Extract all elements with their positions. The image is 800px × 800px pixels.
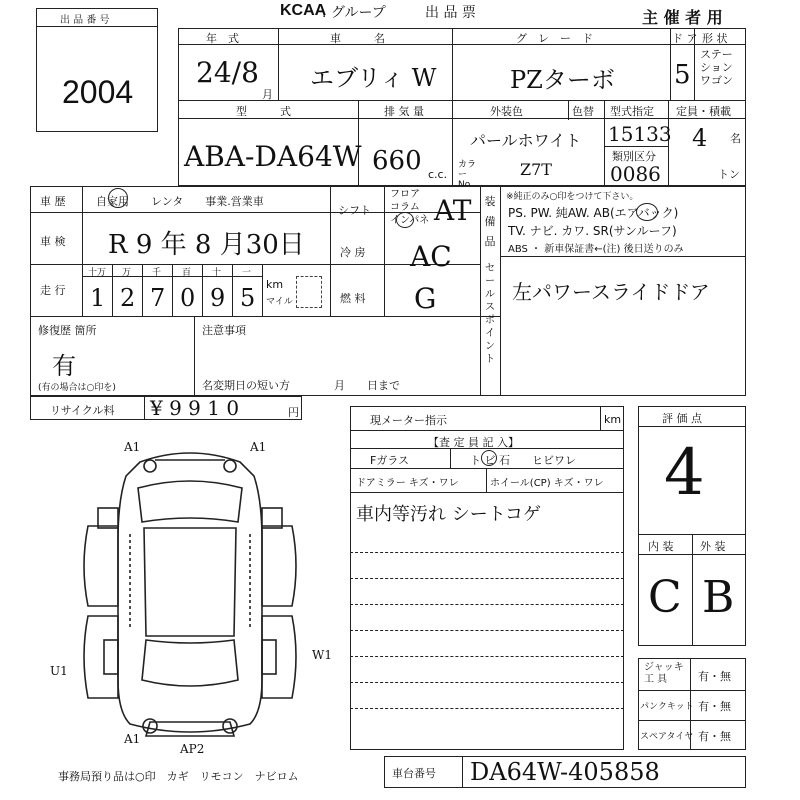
fuel-value: G (414, 282, 437, 315)
shift-label: シフト (338, 204, 371, 217)
name-value: エブリィ W (310, 64, 437, 92)
jack-choice: 有・無 (698, 670, 731, 683)
color-value: パールホワイト (470, 131, 582, 150)
history-label: 車 歴 (40, 195, 66, 208)
diagram-mark-ap2: AP2 (180, 742, 205, 756)
name-label: 車 名 (330, 32, 385, 45)
meter-unit: km (604, 413, 622, 426)
mile-checkbox (296, 276, 322, 308)
recycle-value: ¥ 9 9 1 0 (150, 396, 240, 420)
equipment-note: ※純正のみ○印をつけて下さい。 (506, 192, 639, 202)
diagram-mark-a1-front-left: A1 (124, 440, 141, 454)
model-value: ABA-DA64W (184, 140, 362, 173)
km-unit: km (266, 278, 284, 291)
deadline-label: 名変期日の短い方 月 日まで (202, 379, 400, 392)
cc-unit: c.c. (428, 168, 448, 181)
year-value: 24/8 (196, 56, 259, 89)
repair-label: 修復歴 箇所 (38, 324, 97, 337)
digit-header-1: 十万 (88, 268, 107, 278)
puncture-choice: 有・無 (698, 700, 731, 713)
mile-unit: マイル (266, 297, 293, 307)
inspection-value: R 9 年 8 月30日 (108, 230, 305, 260)
shift-options: フロア コラム インパネ (390, 189, 430, 226)
capacity-unit: 名 (730, 132, 741, 145)
model-label: 型 式 (236, 105, 291, 118)
digit-header-6: 一 (242, 268, 252, 278)
wheel-label: ホイール(CP) キズ・ワレ (490, 478, 604, 489)
ac-value: AC (410, 240, 452, 273)
repair-note: (有の場合は○印を) (38, 383, 116, 393)
type-designation-value: 15133 (608, 122, 672, 146)
group-label: . グループ (322, 5, 386, 21)
office-note: 事務局預り品は○印 カギ リモコン ナビロム (58, 770, 299, 783)
recycle-unit: 円 (288, 406, 299, 419)
mileage-digit-3: 7 (150, 284, 166, 312)
interior-value: C (648, 572, 682, 623)
digit-header-2: 万 (122, 268, 132, 278)
capacity-label: 定員・積載 (676, 105, 731, 118)
repair-value: 有 (52, 352, 76, 380)
exterior-label: 外 装 (700, 540, 726, 553)
sales-point-value: 左パワースライドドア (512, 280, 710, 304)
mileage-label: 走 行 (40, 284, 66, 297)
capacity-value: 4 (692, 124, 708, 152)
history-circle (108, 188, 128, 208)
shape-value: ステーションワゴン (700, 48, 733, 87)
mirror-label: ドアミラー キズ・ワレ (356, 478, 459, 489)
equipment-label: 装 備 品 (484, 195, 496, 248)
evaluation-score: 4 (664, 436, 705, 510)
digit-header-3: 千 (152, 268, 162, 278)
mileage-digit-4: 0 (180, 284, 196, 312)
shape-label: 形 状 (702, 32, 728, 45)
load-unit: トン (718, 168, 740, 181)
inspector-comment: 車内等汚れ シートコゲ (356, 504, 542, 525)
diagram-mark-u1: U1 (50, 664, 68, 678)
displacement-value: 660 (372, 146, 422, 176)
month-unit: 月 (262, 88, 273, 101)
history-options: 自家用 レンタ 事業.営業車 (96, 195, 264, 208)
mileage-digit-6: 5 (240, 284, 256, 312)
category-value: 0086 (610, 162, 661, 186)
glass-circle (481, 450, 497, 466)
notes-label: 注意事項 (202, 324, 246, 337)
digit-header-4: 百 (182, 268, 192, 278)
diagram-mark-a1-rear: A1 (124, 732, 141, 746)
spare-label: スペアタイヤ (640, 732, 694, 742)
sheet-title: 出 品 票 (425, 5, 476, 21)
color-label: 外装色 (490, 105, 523, 118)
inspection-label: 車 検 (40, 235, 66, 248)
mileage-digit-2: 2 (120, 284, 136, 312)
puncture-label: パンクキット (640, 702, 694, 712)
brand-logo: KCAA (280, 2, 327, 19)
meter-label: 現メーター指示 (370, 414, 447, 427)
equipment-line-2: TV. ナビ. カワ. SR(サンルーフ) (508, 224, 677, 238)
type-designation-label: 型式指定 (610, 105, 654, 118)
mileage-digit-5: 9 (210, 284, 226, 312)
doors-label: ド ア (672, 32, 698, 45)
shift-value: AT (434, 194, 472, 227)
mileage-digit-1: 1 (90, 284, 106, 312)
glass-options: ト ビ 石 ヒビワレ (470, 454, 576, 467)
color-change-label: 色替 (572, 105, 594, 118)
ac-label: 冷 房 (340, 246, 366, 259)
jack-label: ジャッキ 工 具 (644, 662, 684, 685)
recycle-label: リサイクル料 (50, 404, 115, 417)
inspector-header: 【査 定 員 記 入】 (428, 436, 519, 449)
category-label: 類別区分 (612, 150, 656, 163)
year-label: 年 式 (206, 32, 239, 45)
glass-label: Fガラス (370, 454, 409, 467)
digit-header-5: 十 (212, 268, 222, 278)
sales-point-label: セールスポイント (485, 263, 495, 365)
lot-label: 出 品 番 号 (60, 15, 110, 26)
grade-label: グ レ ー ド (516, 32, 593, 45)
equipment-line-1: PS. PW. 純AW. AB(エアバック) (508, 206, 679, 220)
evaluation-label: 評 価 点 (662, 412, 702, 425)
displacement-label: 排 気 量 (384, 105, 424, 118)
color-no-label: カラー No. (458, 160, 477, 190)
diagram-mark-w1: W1 (312, 648, 332, 662)
fuel-label: 燃 料 (340, 292, 366, 305)
color-no-value: Z7T (520, 160, 552, 179)
car-damage-diagram (40, 430, 340, 760)
chassis-value: DA64W-405858 (470, 758, 660, 786)
equipment-line-3: ABS ・ 新車保証書←(注) 後日送りのみ (508, 244, 684, 255)
shift-circle (396, 212, 414, 228)
spare-choice: 有・無 (698, 730, 731, 743)
grade-value: PZターボ (510, 66, 615, 94)
lot-number: 2004 (62, 74, 134, 110)
interior-label: 内 装 (648, 540, 674, 553)
doors-value: 5 (674, 60, 691, 90)
organizer-label: 主 催 者 用 (642, 8, 723, 27)
exterior-value: B (702, 572, 735, 623)
diagram-mark-a1-front-right: A1 (250, 440, 267, 454)
chassis-label: 車台番号 (392, 767, 436, 780)
ab-circle (636, 203, 658, 221)
